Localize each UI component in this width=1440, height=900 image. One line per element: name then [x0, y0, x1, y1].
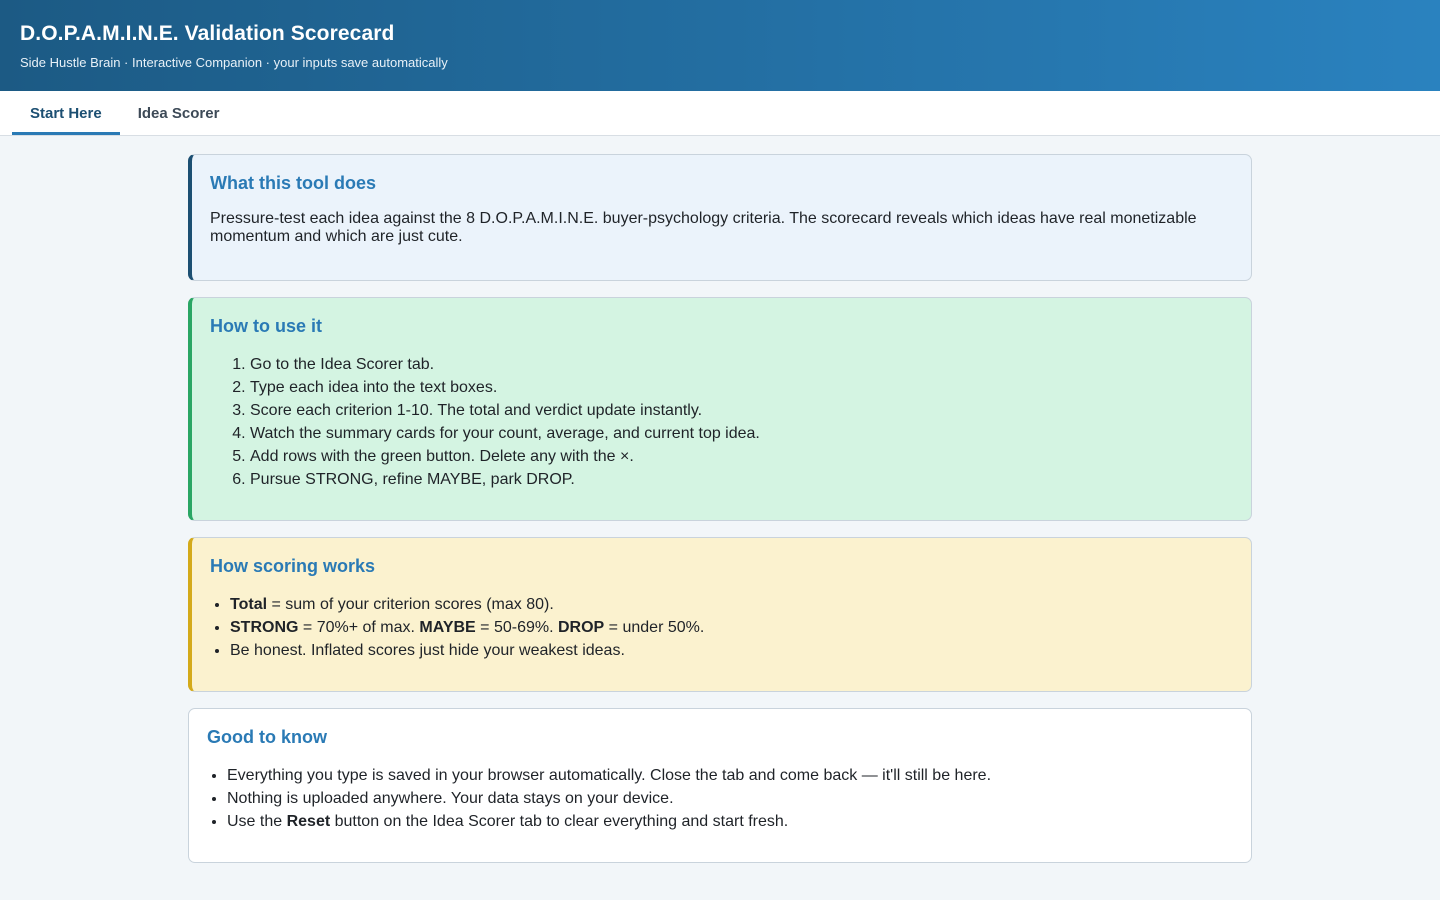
scoring-title: How scoring works	[210, 556, 376, 576]
tab-idea-scorer[interactable]: Idea Scorer	[137, 104, 220, 122]
list-item: 4. Watch the summary cards for your count, average, and current top idea.	[250, 422, 1231, 445]
reset-pre-text: Use the	[227, 813, 287, 830]
list-item: • Be honest. Inflated scores just hide your weakest ideas.	[230, 639, 1231, 662]
tab-start-here[interactable]: Start Here	[12, 91, 120, 135]
list-item	[230, 593, 1231, 616]
reset-label: Reset	[286, 813, 331, 830]
good-card	[188, 708, 1252, 863]
list-item: 5. Add rows with the green button. Delete any with the ×.	[250, 445, 1231, 468]
list-item: • Nothing is uploaded anywhere. Your data stays on your device.	[227, 787, 1231, 810]
drop-text: = under 50%.	[604, 619, 705, 636]
total-text: = sum of your criterion scores (max 80).	[267, 596, 554, 613]
scoring-card	[188, 537, 1252, 692]
what-card	[188, 154, 1252, 281]
list-item: 1. Go to the Idea Scorer tab.	[250, 353, 1231, 376]
total-label: Total	[230, 596, 268, 613]
list-item	[230, 616, 1231, 639]
reset-post-text: button on the Idea Scorer tab to clear everything and start fresh.	[330, 813, 789, 830]
list-item: 6. Pursue STRONG, refine MAYBE, park DROP.	[250, 468, 1231, 491]
scoring-list	[210, 593, 1231, 662]
how-card	[188, 297, 1252, 521]
tab-bar	[0, 91, 1440, 136]
maybe-label: MAYBE	[419, 619, 476, 636]
good-title: Good to know	[207, 727, 327, 747]
drop-label: DROP	[558, 619, 605, 636]
list-item: 3. Score each criterion 1-10. The total and verdict update instantly.	[250, 399, 1231, 422]
list-item: 2. Type each idea into the text boxes.	[250, 376, 1231, 399]
how-title: How to use it	[210, 316, 322, 336]
good-list	[207, 764, 1231, 833]
maybe-text: = 50-69%.	[475, 619, 558, 636]
main-content	[188, 154, 1252, 863]
how-steps-list	[210, 353, 1231, 491]
app-header	[0, 0, 1440, 91]
what-title: What this tool does	[210, 173, 376, 193]
list-item: • Everything you type is saved in your browser automatically. Close the tab and come back — it'll still be here.	[227, 764, 1231, 787]
strong-text: = 70%+ of max.	[298, 619, 420, 636]
page-title: D.O.P.A.M.I.N.E. Validation Scorecard	[20, 22, 395, 45]
strong-label: STRONG	[230, 619, 299, 636]
what-body: Pressure-test each idea against the 8 D.O.P.A.M.I.N.E. buyer-psychology criteria. The scorecard reveals which ideas have real monetizable momentum and which are just cute.	[210, 210, 1197, 245]
list-item	[227, 810, 1231, 833]
page-subtitle: Side Hustle Brain · Interactive Companion · your inputs save automatically	[20, 55, 448, 70]
